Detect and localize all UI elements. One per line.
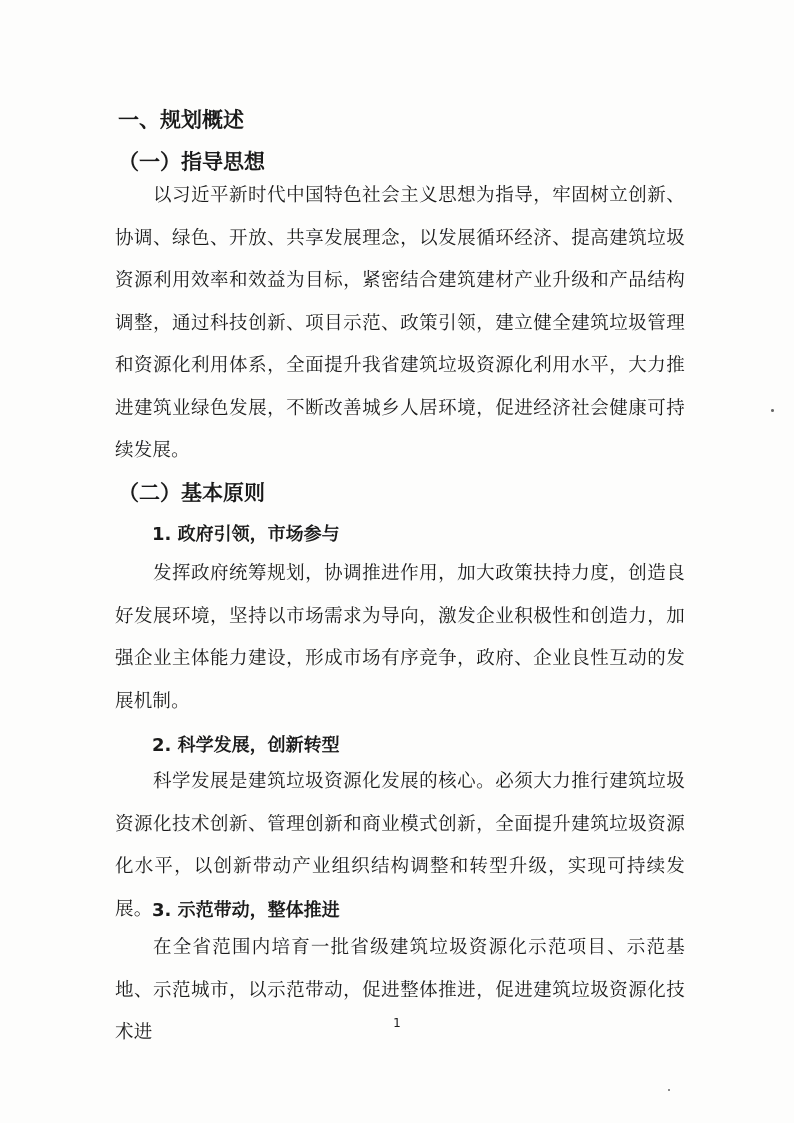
page-number: 1 xyxy=(393,1016,401,1030)
section-title: 一、规划概述 xyxy=(118,108,244,132)
paragraph-principle-1: 发挥政府统筹规划，协调推进作用，加大政策扶持力度，创造良好发展环境，坚持以市场需求为导向，激发企业积极性和创造力，加强企业主体能力建设，形成市场有序竞争，政府、企业良性互动的发展机制。 xyxy=(115,563,685,712)
scan-speck xyxy=(771,409,774,412)
paragraph-principle-2: 科学发展是建筑垃圾资源化发展的核心。必须大力推行建筑垃圾资源化技术创新、管理创新和商业模式创新，全面提升建筑垃圾资源化水平，以创新带动产业组织结构调整和转型升级，实现可持续发展。 xyxy=(115,771,685,920)
principle-title-3: 3. 示范带动，整体推进 xyxy=(152,900,340,921)
subsection-title-guiding-ideology: （一）指导思想 xyxy=(118,150,265,174)
subsection-title-basic-principles: （二）基本原则 xyxy=(118,481,265,505)
principle-title-2: 2. 科学发展，创新转型 xyxy=(152,735,340,756)
scan-speck xyxy=(668,1089,670,1091)
paragraph-principle-3: 在全省范围内培育一批省级建筑垃圾资源化示范项目、示范基地、示范城市，以示范带动，促进整体推进，促进建筑垃圾资源化技术进 xyxy=(115,937,685,1043)
paragraph-guiding-ideology: 以习近平新时代中国特色社会主义思想为指导，牢固树立创新、协调、绿色、开放、共享发展理念，以发展循环经济、提高建筑垃圾资源利用效率和效益为目标，紧密结合建筑建材产业升级和产品结构调整，通过科技创新、项目示范、政策引领，建立健全建筑垃圾管理和资源化利用体系，全面提升我省建筑垃圾资源化利用水平，大力推进建筑业绿色发展，不断改善城乡人居环境，促进经济社会健康可持续发展。 xyxy=(115,185,685,461)
principle-title-1: 1. 政府引领，市场参与 xyxy=(152,524,340,545)
